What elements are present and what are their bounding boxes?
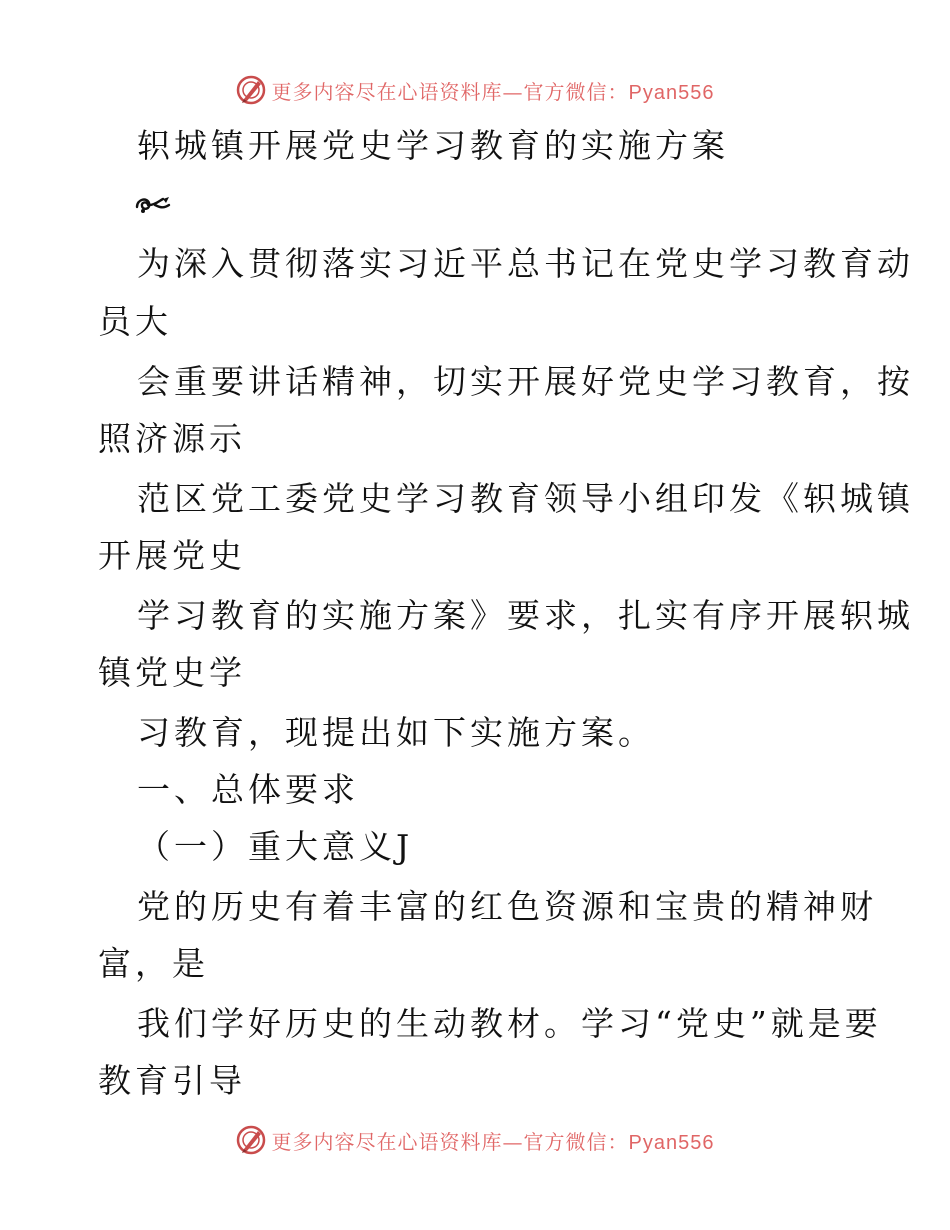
paragraph-line: 开展党史	[98, 536, 246, 575]
banner-text-cn: 更多内容尽在心语资料库—官方微信：	[271, 79, 629, 104]
paragraph-line: 教育引导	[98, 1061, 246, 1100]
paragraph-line: 员大	[98, 302, 172, 341]
paragraph-line: 范区党工委党史学习教育领导小组印发《轵城镇	[137, 479, 914, 518]
paragraph-line: 学习教育的实施方案》要求，扎实有序开展轵城	[137, 596, 914, 635]
paragraph-line: 照济源示	[98, 419, 246, 458]
paragraph-line: 镇党史学	[98, 653, 246, 692]
paragraph-line: 会重要讲话精神，切实开展好党史学习教育，按	[137, 362, 914, 401]
flourish-ornament-icon	[133, 193, 173, 217]
paragraph-line: 党的历史有着丰富的红色资源和宝贵的精神财	[137, 887, 877, 926]
section-heading: 一、总体要求	[137, 770, 359, 809]
paragraph-line: 习教育，现提出如下实施方案。	[137, 713, 655, 752]
banner-text-cn: 更多内容尽在心语资料库—官方微信：	[271, 1129, 629, 1154]
pen-logo-icon	[236, 1125, 266, 1155]
paragraph-line: 为深入贯彻落实习近平总书记在党史学习教育动	[137, 244, 914, 283]
banner-text-en: Pyan556	[628, 1131, 715, 1154]
banner-text-en: Pyan556	[628, 81, 715, 104]
paragraph-line: 富，是	[98, 944, 209, 983]
paragraph-line: 我们学好历史的生动教材。学习“党史”就是要	[137, 1004, 882, 1043]
banner-text	[272, 76, 715, 105]
footer-banner	[0, 1120, 950, 1160]
pen-logo-icon	[236, 75, 266, 105]
header-banner	[0, 70, 950, 110]
banner-content	[236, 1125, 715, 1155]
subsection-heading: （一）重大意义J	[137, 827, 414, 866]
banner-content	[236, 75, 715, 105]
banner-text	[272, 1126, 715, 1155]
document-title: 轵城镇开展党史学习教育的实施方案	[137, 126, 729, 165]
